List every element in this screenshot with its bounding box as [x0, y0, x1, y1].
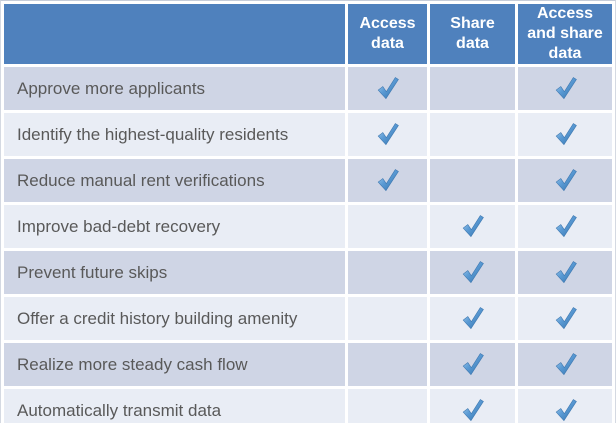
- access-and-share-cell: [518, 159, 612, 202]
- check-icon: [460, 350, 485, 379]
- table-row: [4, 251, 612, 294]
- share-data-cell: [430, 159, 515, 202]
- table-row: [4, 343, 612, 386]
- table-row: [4, 205, 612, 248]
- check-icon: [553, 396, 578, 423]
- feature-label: Identify the highest-quality residents: [4, 113, 345, 156]
- access-and-share-cell: [518, 297, 612, 340]
- share-data-cell: [430, 389, 515, 423]
- access-and-share-cell: [518, 67, 612, 110]
- access-and-share-cell: [518, 251, 612, 294]
- feature-label: Automatically transmit data: [4, 389, 345, 423]
- check-icon: [553, 166, 578, 195]
- check-icon: [553, 350, 578, 379]
- access-data-cell: [348, 343, 427, 386]
- access-data-cell: [348, 113, 427, 156]
- access-data-cell: [348, 251, 427, 294]
- header-access-and-share-data: Access and share data: [518, 4, 612, 64]
- header-share-data: Share data: [430, 4, 515, 64]
- check-icon: [460, 304, 485, 333]
- feature-label: Offer a credit history building amenity: [4, 297, 345, 340]
- feature-label: Prevent future skips: [4, 251, 345, 294]
- access-and-share-cell: [518, 389, 612, 423]
- access-and-share-cell: [518, 205, 612, 248]
- share-data-cell: [430, 251, 515, 294]
- share-data-cell: [430, 113, 515, 156]
- benefits-comparison-table: [1, 1, 615, 423]
- share-data-cell: [430, 205, 515, 248]
- check-icon: [460, 212, 485, 241]
- feature-label: Improve bad-debt recovery: [4, 205, 345, 248]
- table-row: [4, 159, 612, 202]
- table-row: [4, 389, 612, 423]
- access-data-cell: [348, 205, 427, 248]
- check-icon: [375, 120, 400, 149]
- check-icon: [553, 212, 578, 241]
- feature-label: Realize more steady cash flow: [4, 343, 345, 386]
- table-row: [4, 297, 612, 340]
- share-data-cell: [430, 67, 515, 110]
- check-icon: [460, 396, 485, 423]
- table-row: [4, 113, 612, 156]
- access-data-cell: [348, 159, 427, 202]
- check-icon: [553, 74, 578, 103]
- feature-label: Reduce manual rent verifications: [4, 159, 345, 202]
- table-row: [4, 67, 612, 110]
- share-data-cell: [430, 343, 515, 386]
- table-body: [4, 67, 612, 423]
- access-data-cell: [348, 297, 427, 340]
- check-icon: [553, 120, 578, 149]
- access-and-share-cell: [518, 343, 612, 386]
- header-access-data: Access data: [348, 4, 427, 64]
- share-data-cell: [430, 297, 515, 340]
- check-icon: [375, 166, 400, 195]
- check-icon: [553, 258, 578, 287]
- header-feature-cell: [4, 4, 345, 64]
- access-data-cell: [348, 67, 427, 110]
- header-row: [4, 4, 612, 64]
- access-and-share-cell: [518, 113, 612, 156]
- check-icon: [375, 74, 400, 103]
- check-icon: [553, 304, 578, 333]
- access-data-cell: [348, 389, 427, 423]
- feature-label: Approve more applicants: [4, 67, 345, 110]
- check-icon: [460, 258, 485, 287]
